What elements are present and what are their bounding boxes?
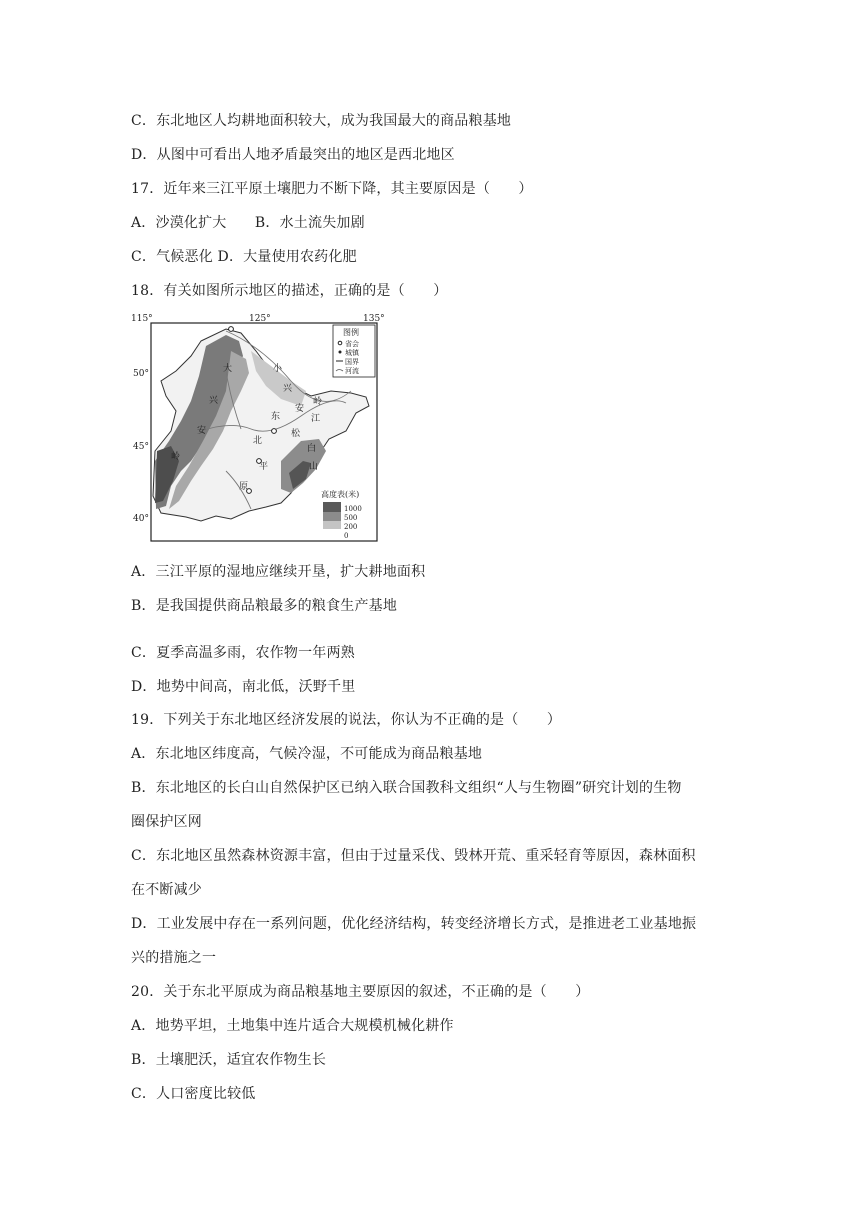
- legend-town: 城镇: [345, 349, 359, 357]
- elevation-200: 200: [344, 523, 358, 531]
- legend-capital-symbol: [338, 341, 342, 345]
- q20-option-a: A．地势平坦，土地集中连片适合大规模机械化耕作: [131, 1018, 454, 1034]
- legend-title: 图例: [343, 328, 359, 337]
- label-song: 松: [291, 429, 301, 439]
- elevation-swatch-200: [323, 521, 341, 529]
- legend-capital: 省会: [345, 340, 359, 348]
- q17-options-cd: C．气候恶化 D．大量使用农药化肥: [131, 249, 357, 265]
- q18-option-b: B．是我国提供商品粮最多的粮食生产基地: [131, 598, 398, 614]
- label-jiang: 江: [311, 414, 321, 424]
- q18-stem: 18．有关如图所示地区的描述，正确的是（ ）: [131, 283, 448, 299]
- q19-option-d-line2: 兴的措施之一: [131, 950, 217, 966]
- legend-border: 国界: [345, 358, 359, 366]
- elevation-1000: 1000: [344, 505, 362, 513]
- label-dong: 东: [271, 412, 281, 422]
- label-an: 安: [197, 426, 207, 436]
- label-xiao-an: 安: [295, 404, 305, 414]
- q17-stem: 17．近年来三江平原土壤肥力不断下降，其主要原因是（ ）: [131, 181, 533, 197]
- legend-river: 河流: [345, 367, 359, 375]
- elevation-0: 0: [344, 532, 349, 540]
- lat-label-45: 45°: [133, 442, 149, 452]
- lon-label-135: 135°: [363, 314, 385, 324]
- label-shan: 山: [309, 462, 319, 472]
- q17-options-ab: A．沙漠化扩大 B．水土流失加剧: [131, 215, 365, 231]
- q18-option-a: A．三江平原的湿地应继续开垦，扩大耕地面积: [131, 564, 426, 580]
- q18-option-c: C．夏季高温多雨，农作物一年两熟: [131, 645, 355, 661]
- q19-stem: 19．下列关于东北地区经济发展的说法，你认为不正确的是（ ）: [131, 712, 562, 728]
- label-ling: 岭: [171, 452, 181, 462]
- elevation-500: 500: [344, 514, 358, 522]
- q18-option-d: D．地势中间高，南北低，沃野千里: [131, 679, 356, 695]
- lon-label-125: 125°: [249, 314, 271, 324]
- label-xiao: 小: [273, 364, 283, 374]
- label-da: 大: [223, 364, 233, 374]
- elevation-swatch-500: [323, 512, 341, 521]
- elevation-title: 高度表(米): [321, 490, 360, 499]
- lat-label-40: 40°: [133, 514, 149, 524]
- label-yuan: 原: [239, 482, 249, 492]
- q16-option-d: D．从图中可看出人地矛盾最突出的地区是西北地区: [131, 147, 455, 163]
- city-marker: [229, 327, 234, 332]
- q19-option-b-line2: 圈保护区网: [131, 814, 202, 830]
- northeast-china-map: [131, 311, 403, 549]
- q19-option-c-line2: 在不断减少: [131, 882, 202, 898]
- lat-label-50: 50°: [133, 369, 149, 379]
- label-bei: 北: [253, 436, 263, 446]
- lon-label-115: 115°: [131, 314, 153, 324]
- label-xiao-ling: 岭: [313, 397, 323, 407]
- label-bai: 白: [307, 444, 317, 454]
- q16-option-c: C．东北地区人均耕地面积较大，成为我国最大的商品粮基地: [131, 113, 512, 129]
- q19-option-d-line1: D．工业发展中存在一系列问题，优化经济结构，转变经济增长方式，是推进老工业基地振: [131, 916, 697, 932]
- provincial-capital-marker: [272, 429, 277, 434]
- label-xing: 兴: [209, 396, 219, 406]
- label-ping: 平: [259, 462, 269, 472]
- q19-option-c-line1: C．东北地区虽然森林资源丰富，但由于过量采伐、毁林开荒、重采轻育等原因，森林面积: [131, 848, 696, 864]
- q20-option-b: B．土壤肥沃，适宜农作物生长: [131, 1052, 327, 1068]
- label-xiao-xing: 兴: [283, 384, 293, 394]
- q20-stem: 20．关于东北平原成为商品粮基地主要原因的叙述，不正确的是（ ）: [131, 984, 590, 1000]
- q19-option-b-line1: B．东北地区的长白山自然保护区已纳入联合国教科文组织“人与生物圈”研究计划的生物: [131, 780, 682, 796]
- legend-town-symbol: [339, 351, 342, 354]
- q19-option-a: A．东北地区纬度高，气候冷湿，不可能成为商品粮基地: [131, 746, 483, 762]
- elevation-swatch-1000: [323, 502, 341, 512]
- q20-option-c: C．人口密度比较低: [131, 1086, 256, 1102]
